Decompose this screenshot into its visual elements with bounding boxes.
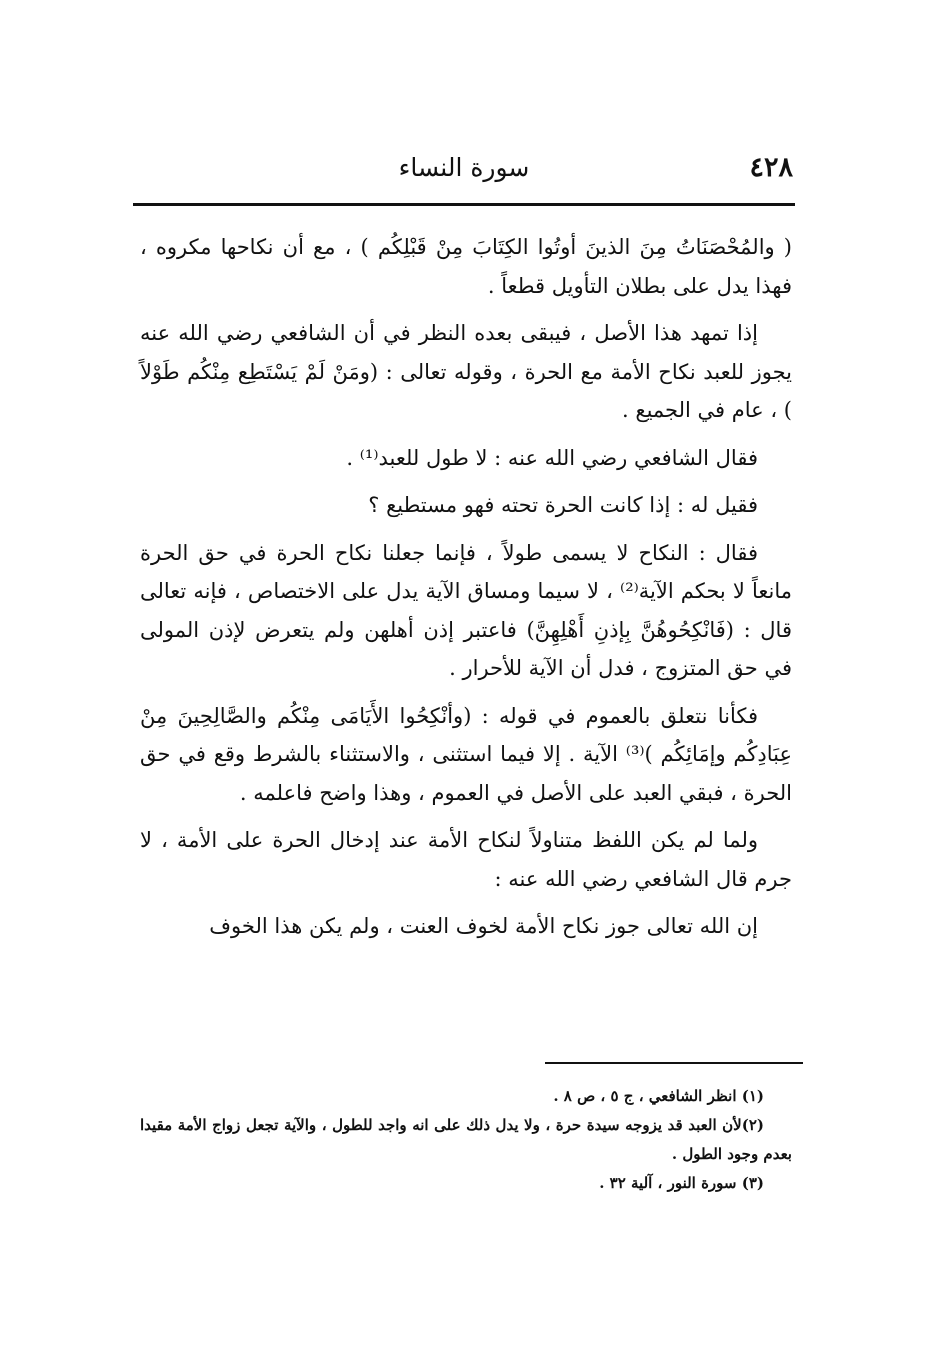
footnotes xyxy=(140,1082,792,1198)
paragraph: إذا تمهد هذا الأصل ، فيبقى بعده النظر في أن الشافعي رضي الله عنه يجوز للعبد نكاح الأمة مع الحرة ، وقوله تعالى : (ومَنْ لَمْ يَسْتَطِع مِنْكُم طَوْلاً ) ، عام في الجميع . xyxy=(140,321,792,422)
footnote: (٢)لأن العبد قد يزوجه سيدة حرة ، ولا يدل ذلك على انه واجد للطول ، والآية تجعل زواج الأمة مقيدا بعدم وجود الطول . xyxy=(140,1116,792,1163)
header-divider xyxy=(133,203,795,206)
surah-title: سورة النساء xyxy=(398,153,530,182)
page-header xyxy=(135,148,793,188)
paragraph: فقيل له : إذا كانت الحرة تحته فهو مستطيع ؟ xyxy=(368,493,758,517)
paragraph: إن الله تعالى جوز نكاح الأمة لخوف العنت ، ولم يكن هذا الخوف xyxy=(209,914,758,938)
page-number: ٤٢٨ xyxy=(749,152,793,183)
footnote: (١) انظر الشافعي ، ج ٥ ، ص ٨ . xyxy=(553,1087,764,1105)
footnote: (٣) سورة النور ، آلية ٣٢ . xyxy=(599,1174,764,1192)
paragraph: فكأنا نتعلق بالعموم في قوله : (وأنْكِحُوا الأَيَامَى مِنْكُم والصَّالِحِينَ مِنْ عِبَادِكُم وإمَائِكُم )⁽³⁾ الآية . إلا فيما استثنى ، والاستثناء بالشرط وقع في حق الحرة ، فبقي العبد على الأصل في العموم ، وهذا واضح فاعلمه . xyxy=(140,703,792,805)
paragraph: فقال : النكاح لا يسمى طولاً ، فإنما جعلنا نكاح الحرة في حق الحرة مانعاً لا بحكم الآية⁽²⁾ ، لا سيما ومساق الآية يدل على الاختصاص ، فإنه تعالى قال : (فَانْكِحُوهُنَّ بِإذنِ أَهْلِهِنَّ) فاعتبر إذن أهلهن ولم يتعرض لإذن المولى في حق المتزوج ، فدل أن الآية للأحرار . xyxy=(140,540,792,680)
footnote-divider xyxy=(545,1062,803,1064)
paragraph: فقال الشافعي رضي الله عنه : لا طول للعبد⁽¹⁾ . xyxy=(346,445,758,470)
main-text xyxy=(140,228,792,1048)
paragraph: ولما لم يكن اللفظ متناولاً لنكاح الأمة عند إدخال الحرة على الأمة ، لا جرم قال الشافعي رضي الله عنه : xyxy=(140,828,792,891)
paragraph: ( والمُحْصَنَاتُ مِنَ الذينَ أوتُوا الكِتَابَ مِنْ قَبْلِكُم ) ، مع أن نكاحها مكروه ، فهذا يدل على بطلان التأويل قطعاً . xyxy=(140,235,792,298)
